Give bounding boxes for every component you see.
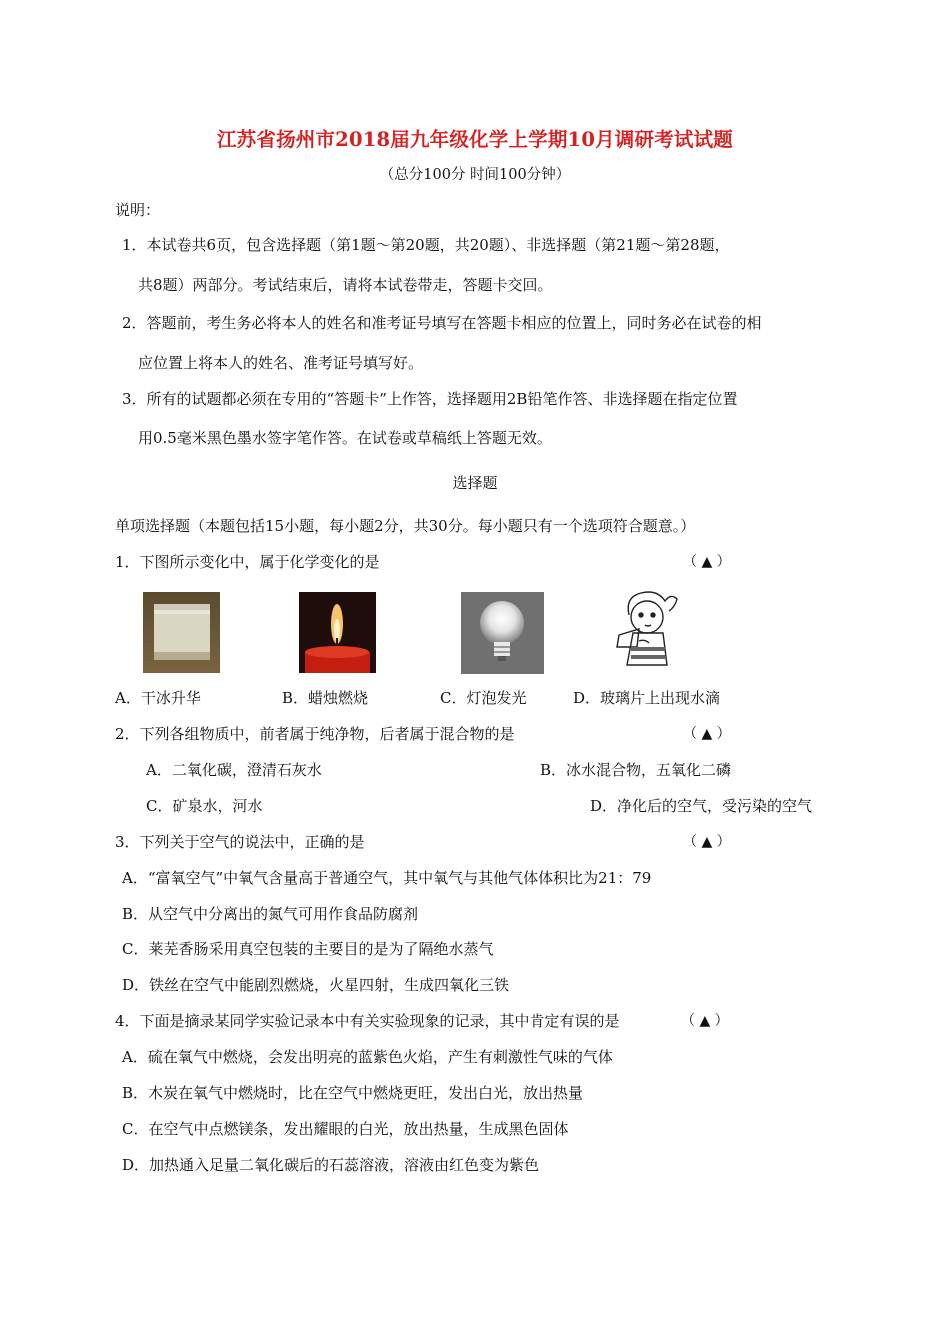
- option-text: B．从空气中分离出的氮气可用作食品防腐剂: [122, 905, 419, 923]
- instruction-line: 1．本试卷共6页，包含选择题（第1题～第20题，共20题）、非选择题（第21题～第28题，: [122, 236, 730, 254]
- question-stem: 3．下列关于空气的说法中，正确的是: [115, 833, 365, 851]
- option-text: A．二氧化碳，澄清石灰水: [146, 761, 322, 779]
- instruction-line: 3．所有的试题都必须在专用的“答题卡”上作答，选择题用2B铅笔作答、非选择题在指定位置: [122, 390, 738, 408]
- option-text: C．灯泡发光: [440, 689, 527, 707]
- instructions-heading: 说明：: [115, 201, 161, 219]
- answer-mark: （ ▲ ）: [683, 554, 731, 570]
- question-stem: 2．下列各组物质中，前者属于纯净物，后者属于混合物的是: [115, 725, 515, 743]
- option-text: B．蜡烛燃烧: [282, 689, 369, 707]
- question-stem: 4．下面是摘录某同学实验记录本中有关实验现象的记录，其中肯定有误的是: [115, 1012, 620, 1030]
- section-intro: 单项选择题（本题包括15小题，每小题2分，共30分。每小题只有一个选项符合题意。）: [115, 517, 696, 535]
- page-title: 江苏省扬州市2018届九年级化学上学期10月调研考试试题: [216, 128, 733, 151]
- answer-mark: （ ▲ ）: [683, 726, 731, 742]
- option-text: A．干冰升华: [115, 689, 201, 707]
- page-subtitle: （总分100分 时间100分钟）: [379, 167, 571, 183]
- option-text: C．在空气中点燃镁条，发出耀眼的白光，放出热量，生成黑色固体: [122, 1120, 569, 1138]
- section-title: 选择题: [452, 474, 498, 492]
- dry-ice-image: [143, 592, 220, 673]
- girl-glass-image: [605, 585, 690, 679]
- instruction-line: 共8题）两部分。考试结束后，请将本试卷带走，答题卡交回。: [138, 276, 553, 294]
- option-text: C．莱芜香肠采用真空包装的主要目的是为了隔绝水蒸气: [122, 940, 494, 958]
- option-text: D．加热通入足量二氧化碳后的石蕊溶液，溶液由红色变为紫色: [122, 1156, 540, 1174]
- option-text: D．铁丝在空气中能剧烈燃烧，火星四射，生成四氧化三铁: [122, 976, 510, 994]
- instruction-line: 2．答题前，考生务必将本人的姓名和准考证号填写在答题卡相应的位置上，同时务必在试卷的相: [122, 314, 762, 332]
- option-text: B．冰水混合物，五氧化二磷: [540, 761, 732, 779]
- answer-mark: （ ▲ ）: [681, 1013, 729, 1029]
- option-text: D．玻璃片上出现水滴: [573, 689, 721, 707]
- answer-mark: （ ▲ ）: [683, 834, 731, 850]
- option-text: C．矿泉水，河水: [146, 797, 263, 815]
- candle-image: [299, 592, 376, 673]
- option-text: B．木炭在氧气中燃烧时，比在空气中燃烧更旺，发出白光，放出热量: [122, 1084, 584, 1102]
- option-text: D．净化后的空气，受污染的空气: [590, 797, 813, 815]
- instruction-line: 用0.5毫米黑色墨水签字笔作答。在试卷或草稿纸上答题无效。: [138, 429, 552, 447]
- instruction-line: 应位置上将本人的姓名、准考证号填写好。: [138, 354, 424, 372]
- light-bulb-image: [461, 592, 544, 674]
- option-text: A．硫在氧气中燃烧，会发出明亮的蓝紫色火焰，产生有刺激性气味的气体: [122, 1048, 613, 1066]
- option-text: A．“富氧空气”中氧气含量高于普通空气，其中氧气与其他气体体积比为21：79: [122, 869, 652, 887]
- question-stem: 1．下图所示变化中，属于化学变化的是: [115, 553, 380, 571]
